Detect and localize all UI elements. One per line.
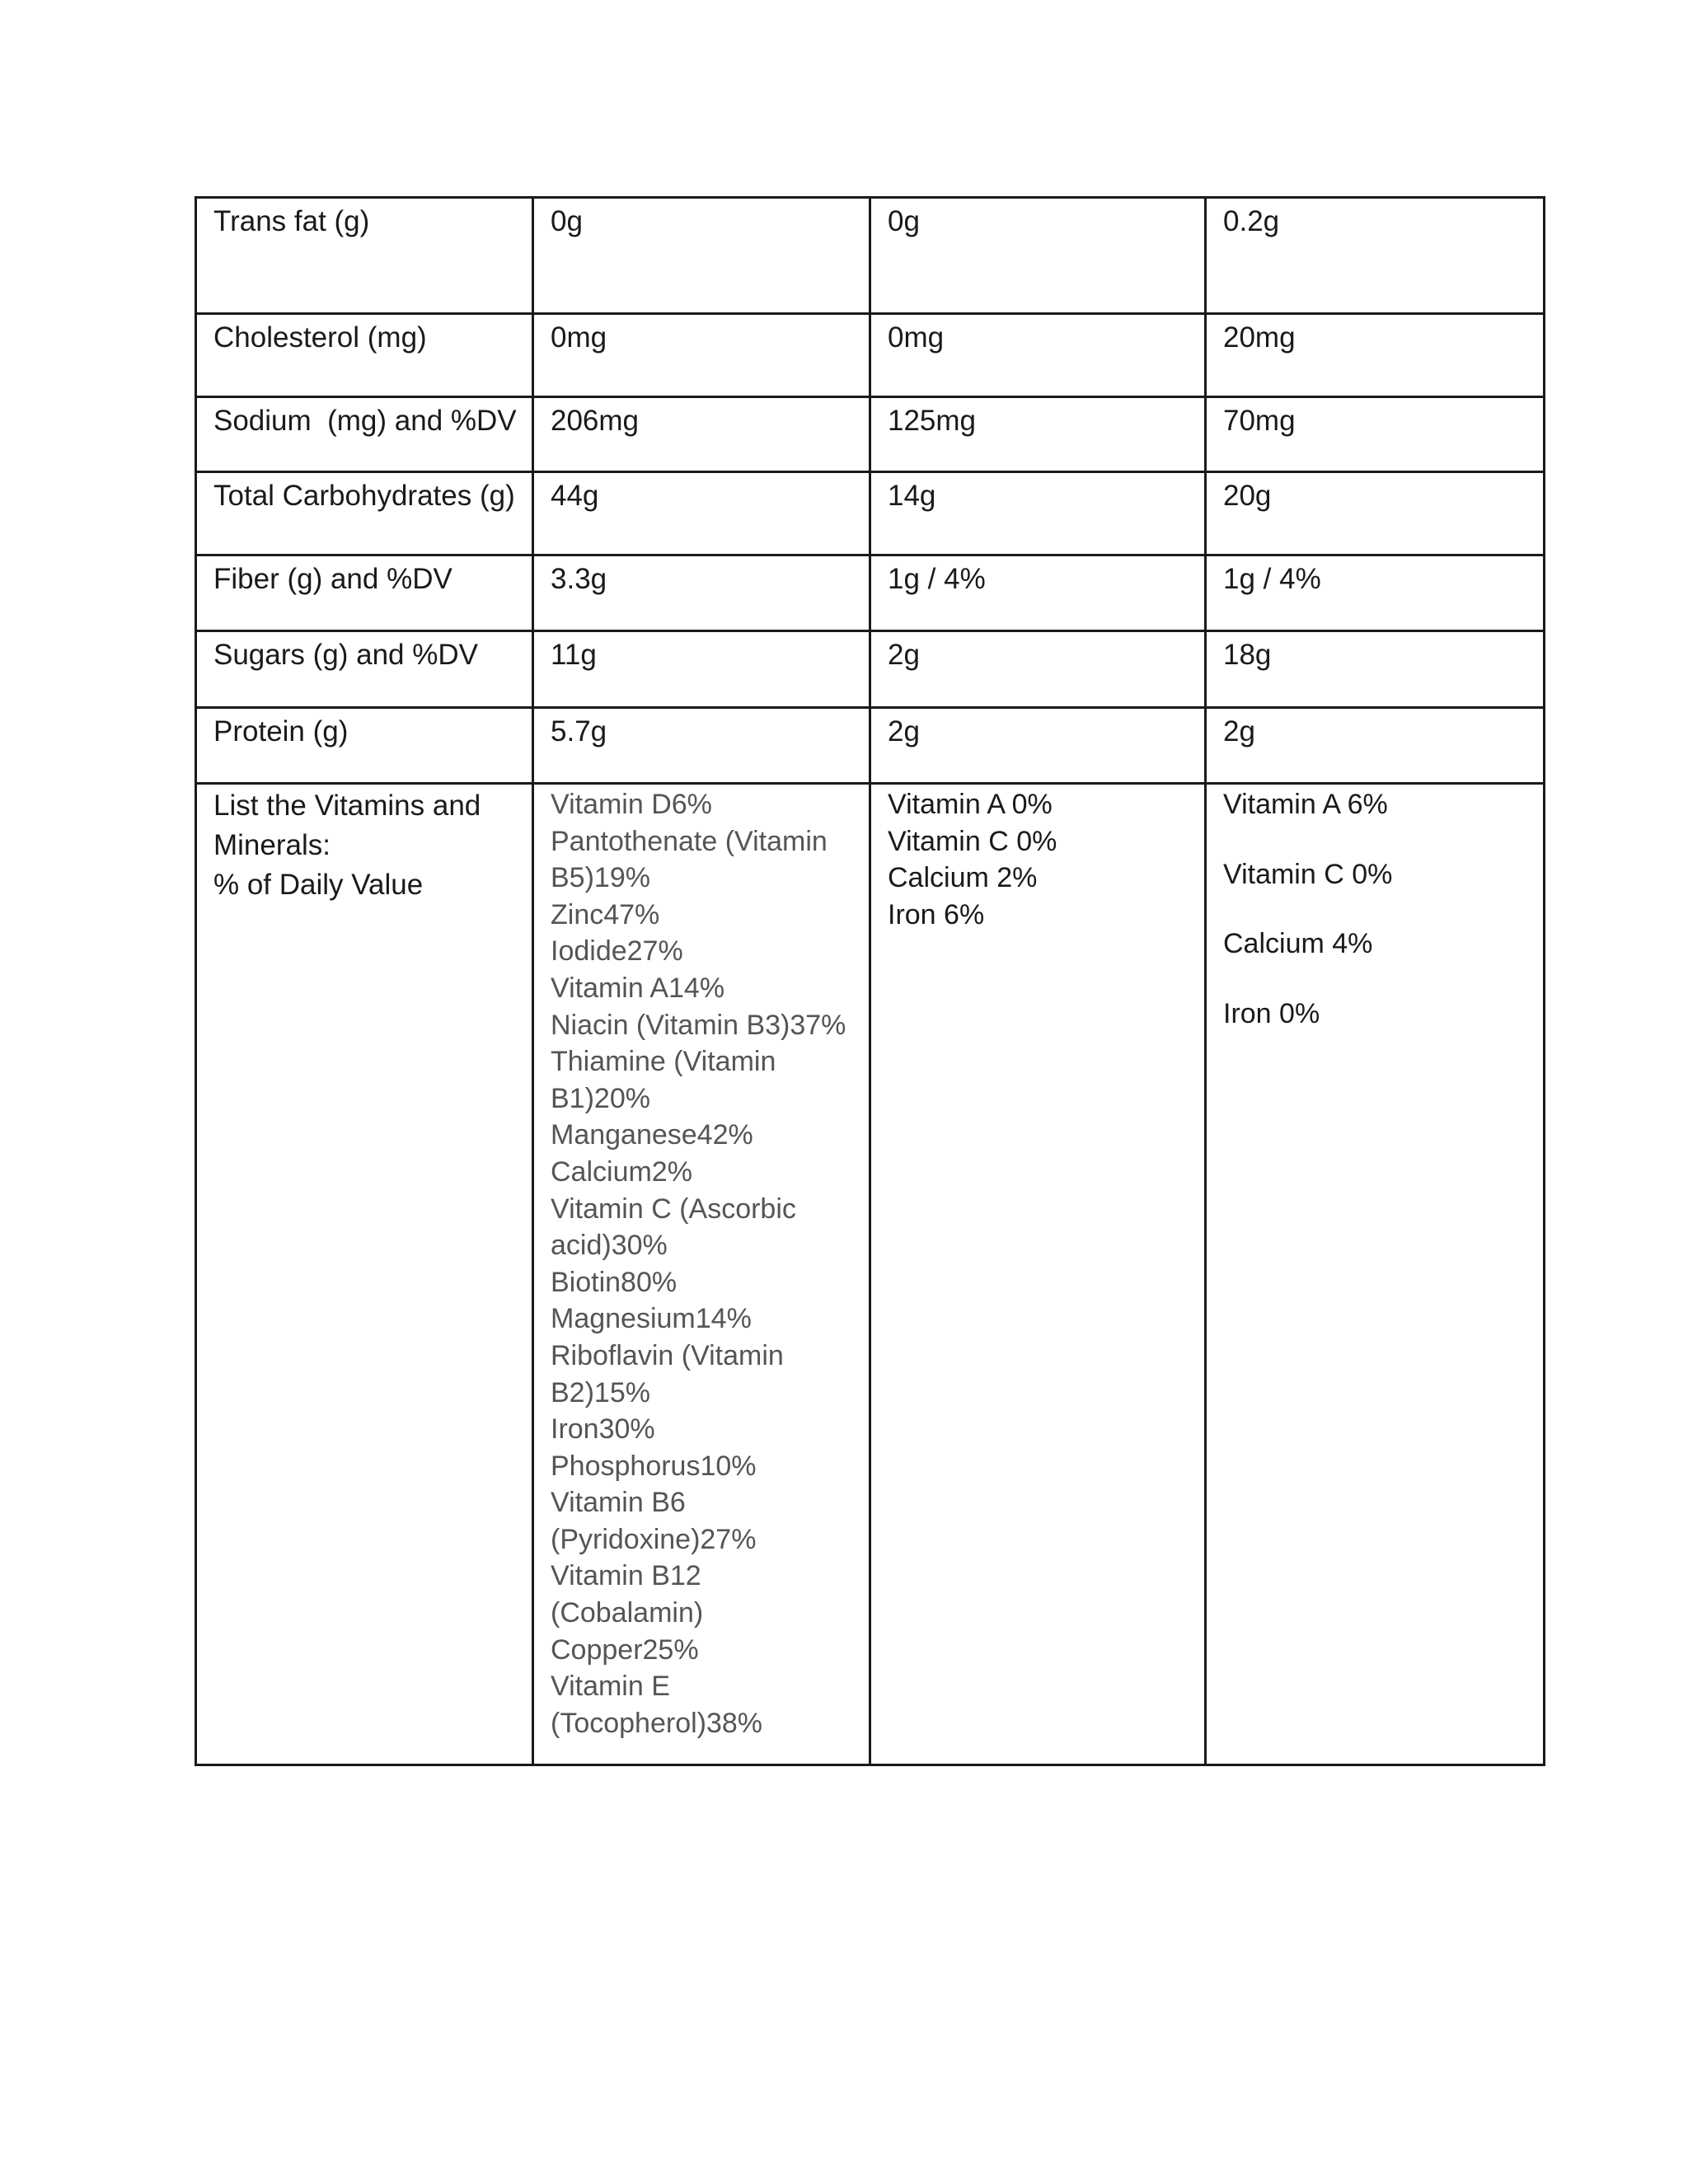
value-1: 11g (551, 639, 597, 671)
table-row-vitamins-minerals (196, 784, 1545, 1765)
table-row-protein (196, 708, 1545, 784)
vitamin-item: Vitamin A 0% (888, 789, 1053, 820)
vitamin-item: Vitamin C (Ascorbic (551, 1193, 796, 1225)
table-row-sugars (196, 631, 1545, 708)
value-cell (533, 631, 870, 708)
value-2: 2g (888, 715, 920, 748)
vitamin-item: B5)19% (551, 862, 650, 894)
vitamin-item: Zinc47% (551, 898, 660, 930)
row-label-cell (196, 198, 533, 314)
row-label: Trans fat (g) (213, 205, 370, 237)
table-row-sodium (196, 397, 1545, 472)
row-label-cell (196, 472, 533, 555)
vitamin-item: acid)30% (551, 1230, 668, 1262)
row-label-cell (196, 314, 533, 397)
vitamin-item: Vitamin C 0% (888, 825, 1057, 857)
row-label: Cholesterol (mg) (213, 321, 427, 354)
row-label: Sugars (g) and %DV (213, 639, 478, 671)
row-label: Protein (g) (213, 715, 349, 748)
table-row-fiber (196, 555, 1545, 631)
vitamin-item: Copper25% (551, 1633, 699, 1666)
value-cell (1206, 397, 1545, 472)
vitamins-label-line: List the Vitamins and (213, 790, 481, 822)
value-cell (533, 472, 870, 555)
value-2: 0mg (888, 321, 945, 354)
vitamin-item: Niacin (Vitamin B3)37% (551, 1009, 846, 1041)
vitamins-label-line: % of Daily Value (213, 869, 424, 901)
vitamin-item: Vitamin A 6% (1223, 789, 1388, 820)
value-cell (870, 397, 1206, 472)
value-cell (1206, 472, 1545, 555)
value-cell (1206, 631, 1545, 708)
value-cell (533, 555, 870, 631)
vitamin-item: Riboflavin (Vitamin (551, 1339, 784, 1371)
row-label-cell (196, 631, 533, 708)
value-3: 18g (1223, 639, 1272, 671)
vitamin-item: Biotin80% (551, 1266, 678, 1298)
vitamin-item: Iodide27% (551, 935, 683, 968)
vitamin-item: B2)15% (551, 1376, 650, 1408)
row-label-cell (196, 555, 533, 631)
vitamin-list-1 (551, 785, 852, 1741)
value-1: 0g (551, 205, 583, 237)
vitamin-item: (Pyridoxine)27% (551, 1523, 757, 1555)
vitamins-label (213, 785, 515, 905)
value-cell (533, 198, 870, 314)
value-cell (1206, 708, 1545, 784)
vitamin-item: Vitamin C 0% (1223, 858, 1393, 890)
value-cell (1206, 784, 1545, 1765)
vitamin-item: Vitamin B12 (Cobalamin) (551, 1560, 704, 1629)
value-3: 0.2g (1223, 205, 1280, 237)
value-cell (533, 314, 870, 397)
value-cell (870, 314, 1206, 397)
value-3: 2g (1223, 715, 1255, 748)
vitamin-list-2 (888, 785, 1188, 933)
vitamin-item: Calcium 2% (888, 862, 1038, 894)
value-3: 20g (1223, 480, 1272, 512)
vitamin-item: Vitamin E (551, 1671, 670, 1703)
row-label-cell (196, 784, 533, 1765)
value-1: 0mg (551, 321, 607, 354)
value-3: 70mg (1223, 405, 1296, 437)
row-label-cell (196, 708, 533, 784)
vitamin-item: Calcium 4% (1223, 928, 1373, 959)
vitamin-item: Magnesium14% (551, 1303, 752, 1335)
vitamin-item: (Tocopherol)38% (551, 1707, 763, 1739)
value-3: 1g / 4% (1223, 563, 1321, 595)
vitamin-item: Iron 0% (1223, 997, 1320, 1029)
value-cell (1206, 198, 1545, 314)
value-cell (870, 198, 1206, 314)
row-label-cell (196, 397, 533, 472)
vitamin-item: Vitamin D6% (551, 789, 712, 820)
vitamin-item: Pantothenate (Vitamin (551, 825, 828, 857)
vitamin-item: Vitamin B6 (551, 1487, 686, 1519)
value-2: 1g / 4% (888, 563, 986, 595)
value-2: 125mg (888, 405, 977, 437)
vitamin-item: B1)20% (551, 1082, 650, 1114)
row-label: Sodium (mg) and %DV (213, 405, 517, 437)
value-cell (1206, 314, 1545, 397)
value-1: 44g (551, 480, 599, 512)
value-1: 206mg (551, 405, 640, 437)
vitamin-item: Thiamine (Vitamin (551, 1046, 776, 1078)
nutrition-table (195, 196, 1545, 1766)
vitamins-label-line: Minerals: (213, 829, 331, 861)
value-3: 20mg (1223, 321, 1296, 354)
row-label: Total Carbohydrates (g) (213, 480, 515, 512)
vitamin-item: Iron 6% (888, 898, 985, 930)
vitamin-item: Calcium2% (551, 1155, 692, 1188)
value-1: 5.7g (551, 715, 607, 748)
value-cell (1206, 555, 1545, 631)
table-row-total-carbohydrates (196, 472, 1545, 555)
table-row-cholesterol (196, 314, 1545, 397)
value-2: 0g (888, 205, 920, 237)
vitamin-item: Iron30% (551, 1413, 655, 1446)
row-label: Fiber (g) and %DV (213, 563, 452, 595)
vitamin-item: Vitamin A14% (551, 972, 725, 1004)
value-cell (533, 708, 870, 784)
value-1: 3.3g (551, 563, 607, 595)
value-cell (870, 555, 1206, 631)
value-cell (870, 631, 1206, 708)
vitamin-list-3 (1223, 785, 1526, 1032)
table-row-trans-fat (196, 198, 1545, 314)
value-cell (870, 708, 1206, 784)
vitamin-item: Manganese42% (551, 1119, 753, 1151)
value-2: 2g (888, 639, 920, 671)
value-2: 14g (888, 480, 936, 512)
vitamin-item: Phosphorus10% (551, 1450, 757, 1482)
value-cell (533, 784, 870, 1765)
value-cell (533, 397, 870, 472)
value-cell (870, 472, 1206, 555)
value-cell (870, 784, 1206, 1765)
